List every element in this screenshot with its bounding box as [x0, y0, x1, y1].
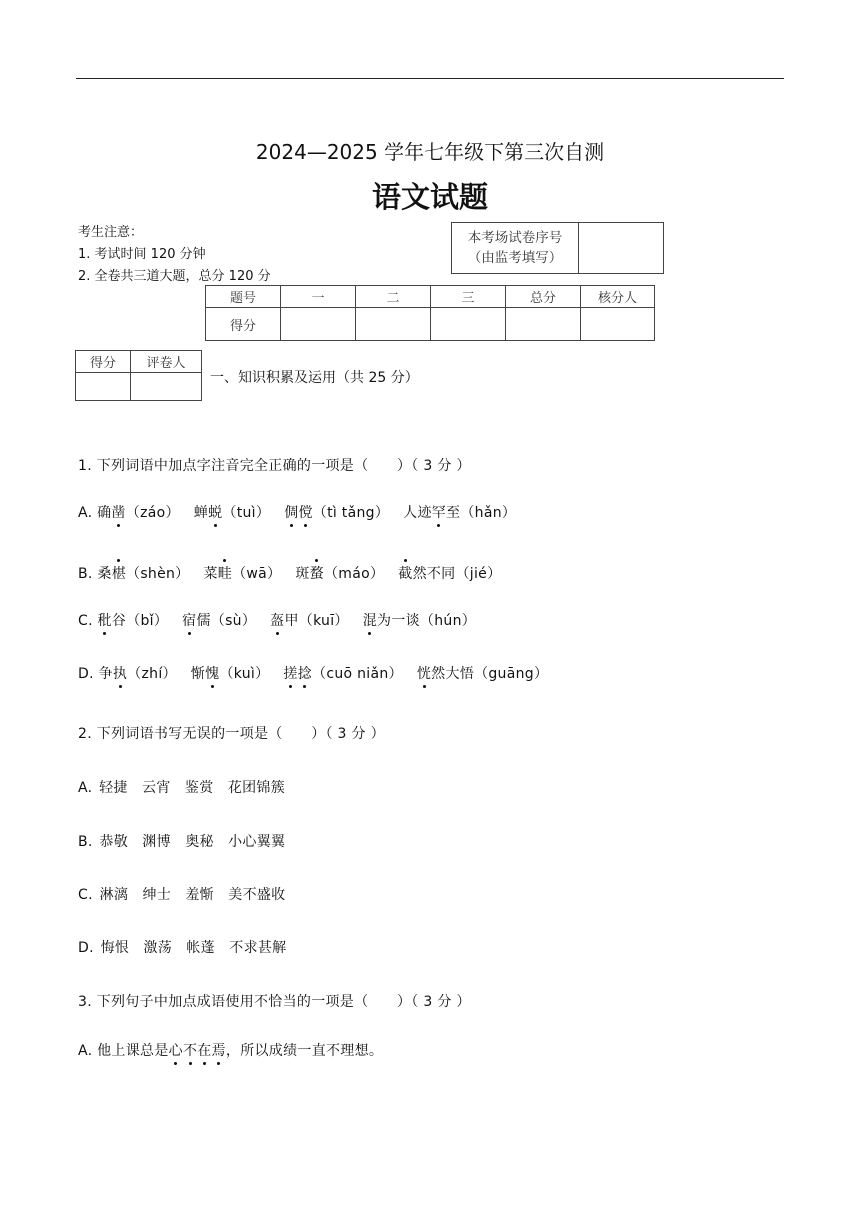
question-2-option-d[interactable]: D. 悔恨 激荡 帐蓬 不求甚解 — [78, 940, 287, 956]
option-term: 桑椹（shèn） — [97, 566, 189, 582]
grader-header: 得分 — [76, 351, 131, 373]
question-2-option-b[interactable]: B. 恭敬 渊博 奥秘 小心翼翼 — [78, 834, 286, 850]
section-title: 一、知识积累及运用（共 25 分） — [210, 370, 419, 386]
option-letter: A. — [78, 505, 98, 521]
score-header: 三 — [431, 286, 506, 308]
question-1-stem: 1. 下列词语中加点字注音完全正确的一项是（ ）（ 3 分 ） — [78, 458, 471, 474]
option-term: 确凿（záo） — [97, 505, 180, 521]
option-letter: B. — [78, 566, 98, 582]
question-1-option-d[interactable] — [78, 663, 548, 683]
question-2-option-c[interactable]: C. 淋漓 绅士 羞惭 美不盛收 — [78, 887, 286, 903]
option-letter: D. — [78, 666, 99, 682]
option-term: 蝉蜕（tuì） — [194, 505, 270, 521]
serial-label-line1: 本考场试卷序号 — [467, 230, 563, 246]
notice-heading: 考生注意： — [78, 225, 144, 240]
score-cell[interactable] — [506, 308, 581, 341]
option-term: 人迹罕至（hǎn） — [403, 505, 516, 521]
question-2-option-a[interactable]: A. 轻捷 云宵 鉴赏 花团锦簇 — [78, 780, 286, 796]
option-term: 宿儒（sù） — [182, 613, 256, 629]
serial-input-cell[interactable] — [579, 223, 664, 274]
score-header: 一 — [281, 286, 356, 308]
option-term: 搓捻（cuō niǎn） — [283, 666, 402, 682]
notice-item: 1. 考试时间 120 分钟 — [78, 247, 206, 262]
serial-label-line2: （由监考填写） — [467, 250, 563, 266]
grader-table — [75, 350, 202, 401]
score-row-label: 得分 — [206, 308, 281, 341]
grader-header: 评卷人 — [131, 351, 202, 373]
score-header: 核分人 — [581, 286, 655, 308]
option-text: ，所以成绩一直不理想。 — [225, 1043, 384, 1059]
question-1-option-c[interactable] — [78, 610, 476, 630]
score-header: 题号 — [206, 286, 281, 308]
serial-label — [452, 223, 579, 274]
score-header: 总分 — [506, 286, 581, 308]
question-1-option-b[interactable] — [78, 563, 501, 583]
option-letter: C. — [78, 613, 98, 629]
option-term: 倜傥（tì tǎng） — [284, 505, 389, 521]
subject-title: 语文试题 — [371, 180, 488, 214]
score-table — [205, 285, 655, 341]
option-term: 恍然大悟（guāng） — [417, 666, 548, 682]
question-2-stem: 2. 下列词语书写无误的一项是（ ）（ 3 分 ） — [78, 726, 385, 742]
notice-item: 2. 全卷共三道大题，总分 120 分 — [78, 269, 271, 284]
option-term: 截然不同（jié） — [398, 566, 501, 582]
grader-score-cell[interactable] — [76, 373, 131, 401]
option-term: 惭愧（kuì） — [191, 666, 270, 682]
option-term: 混为一谈（hún） — [363, 613, 476, 629]
option-term: 秕谷（bǐ） — [98, 613, 169, 629]
grader-name-cell[interactable] — [131, 373, 202, 401]
serial-number-box — [451, 222, 664, 274]
option-term: 争执（zhí） — [99, 666, 177, 682]
option-text: A. 他上课总是 — [78, 1043, 169, 1059]
score-cell[interactable] — [281, 308, 356, 341]
header-rule — [76, 78, 784, 79]
option-term: 菜畦（wā） — [203, 566, 281, 582]
score-cell[interactable] — [431, 308, 506, 341]
option-term: 盔甲（kuī） — [270, 613, 349, 629]
option-term: 斑蝥（máo） — [295, 566, 384, 582]
question-3-option-a[interactable] — [78, 1040, 383, 1060]
score-cell[interactable] — [581, 308, 655, 341]
score-cell[interactable] — [356, 308, 431, 341]
exam-title: 2024—2025 学年七年级下第三次自测 — [255, 140, 605, 164]
question-3-stem: 3. 下列句子中加点成语使用不恰当的一项是（ ）（ 3 分 ） — [78, 994, 471, 1010]
dotted-idiom: 心不在焉 — [169, 1043, 226, 1059]
score-header: 二 — [356, 286, 431, 308]
question-1-option-a[interactable] — [78, 502, 516, 522]
